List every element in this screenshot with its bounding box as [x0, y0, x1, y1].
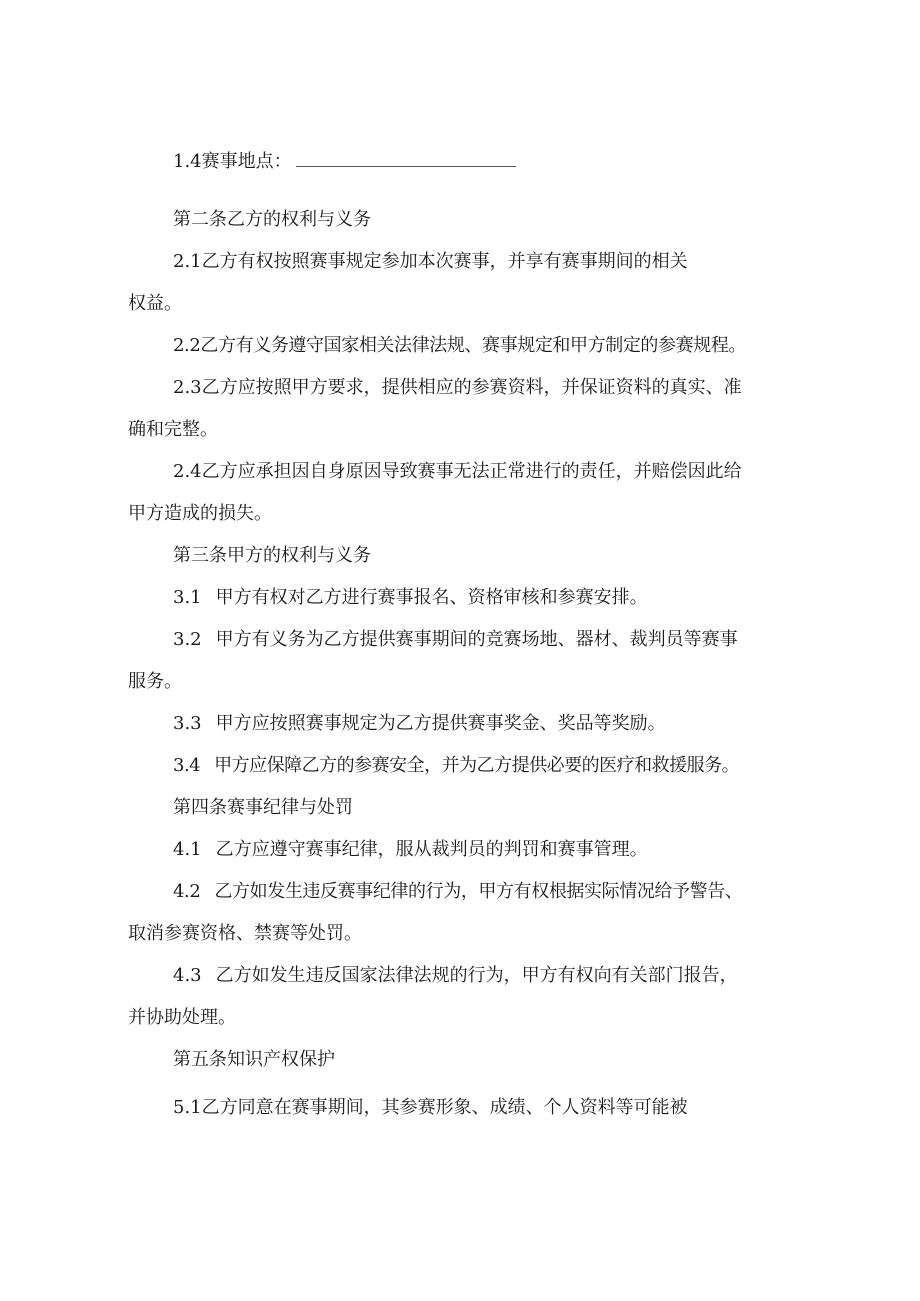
- clause-5-1: 5.1乙方同意在赛事期间，其参赛形象、成绩、个人资料等可能被: [173, 1097, 688, 1118]
- clause-3-3: [173, 712, 666, 736]
- clause-4-3-number: 4.3: [173, 965, 202, 986]
- clause-3-2-line-2: 服务。: [128, 671, 182, 692]
- clause-4-1-number: 4.1: [173, 839, 202, 860]
- section-2-heading: 第二条乙方的权利与义务: [173, 209, 371, 230]
- clause-3-4: [173, 754, 739, 778]
- clause-4-2-text: 乙方如发生违反赛事纪律的行为，甲方有权根据实际情况给予警告、: [214, 881, 743, 902]
- clause-4-3-line-1: [173, 964, 738, 988]
- clause-2-3-line-1: 2.3乙方应按照甲方要求，提供相应的参赛资料，并保证资料的真实、准: [173, 377, 742, 398]
- clause-3-1-text: 甲方有权对乙方进行赛事报名、资格审核和参赛安排。: [215, 587, 648, 608]
- clause-2-4-line-2: 甲方造成的损失。: [128, 503, 272, 524]
- clause-4-3-line-2: 并协助处理。: [128, 1007, 236, 1028]
- clause-2-2: 2.2乙方有义务遵守国家相关法律法规、赛事规定和甲方制定的参赛规程。: [173, 335, 747, 356]
- clause-3-1-number: 3.1: [173, 587, 202, 608]
- clause-1-4-label: 1.4赛事地点：: [173, 151, 292, 172]
- clause-3-4-text: 甲方应保障乙方的参赛安全，并为乙方提供必要的医疗和救援服务。: [214, 755, 740, 776]
- clause-3-2-text: 甲方有义务为乙方提供赛事期间的竞赛场地、器材、裁判员等赛事: [215, 629, 738, 650]
- section-5-heading: 第五条知识产权保护: [173, 1049, 335, 1070]
- section-4-heading: 第四条赛事纪律与处罚: [173, 797, 353, 818]
- clause-3-2-number: 3.2: [173, 629, 202, 650]
- clause-2-4-line-1: 2.4乙方应承担因自身原因导致赛事无法正常进行的责任，并赔偿因此给: [173, 461, 742, 482]
- clause-4-2-line-2: 取消参赛资格、禁赛等处罚。: [128, 923, 362, 944]
- clause-4-2-line-1: [173, 880, 742, 904]
- clause-4-3-text: 乙方如发生违反国家法律法规的行为，甲方有权向有关部门报告，: [215, 965, 738, 986]
- section-3-heading: 第三条甲方的权利与义务: [173, 545, 371, 566]
- clause-2-3-line-2: 确和完整。: [128, 419, 218, 440]
- clause-3-1: [173, 586, 648, 610]
- clause-3-3-number: 3.3: [173, 713, 202, 734]
- clause-3-4-number: 3.4: [173, 755, 201, 776]
- venue-blank-line: [296, 152, 516, 167]
- clause-4-1-text: 乙方应遵守赛事纪律，服从裁判员的判罚和赛事管理。: [215, 839, 648, 860]
- clause-3-2-line-1: [173, 628, 738, 652]
- clause-4-1: [173, 838, 648, 862]
- clause-3-3-text: 甲方应按照赛事规定为乙方提供赛事奖金、奖品等奖励。: [215, 713, 666, 734]
- clause-2-1-line-2: 权益。: [128, 293, 182, 314]
- clause-1-4: [173, 150, 516, 174]
- clause-2-1-line-1: 2.1乙方有权按照赛事规定参加本次赛事，并享有赛事期间的相关: [173, 251, 688, 272]
- clause-4-2-number: 4.2: [173, 881, 201, 902]
